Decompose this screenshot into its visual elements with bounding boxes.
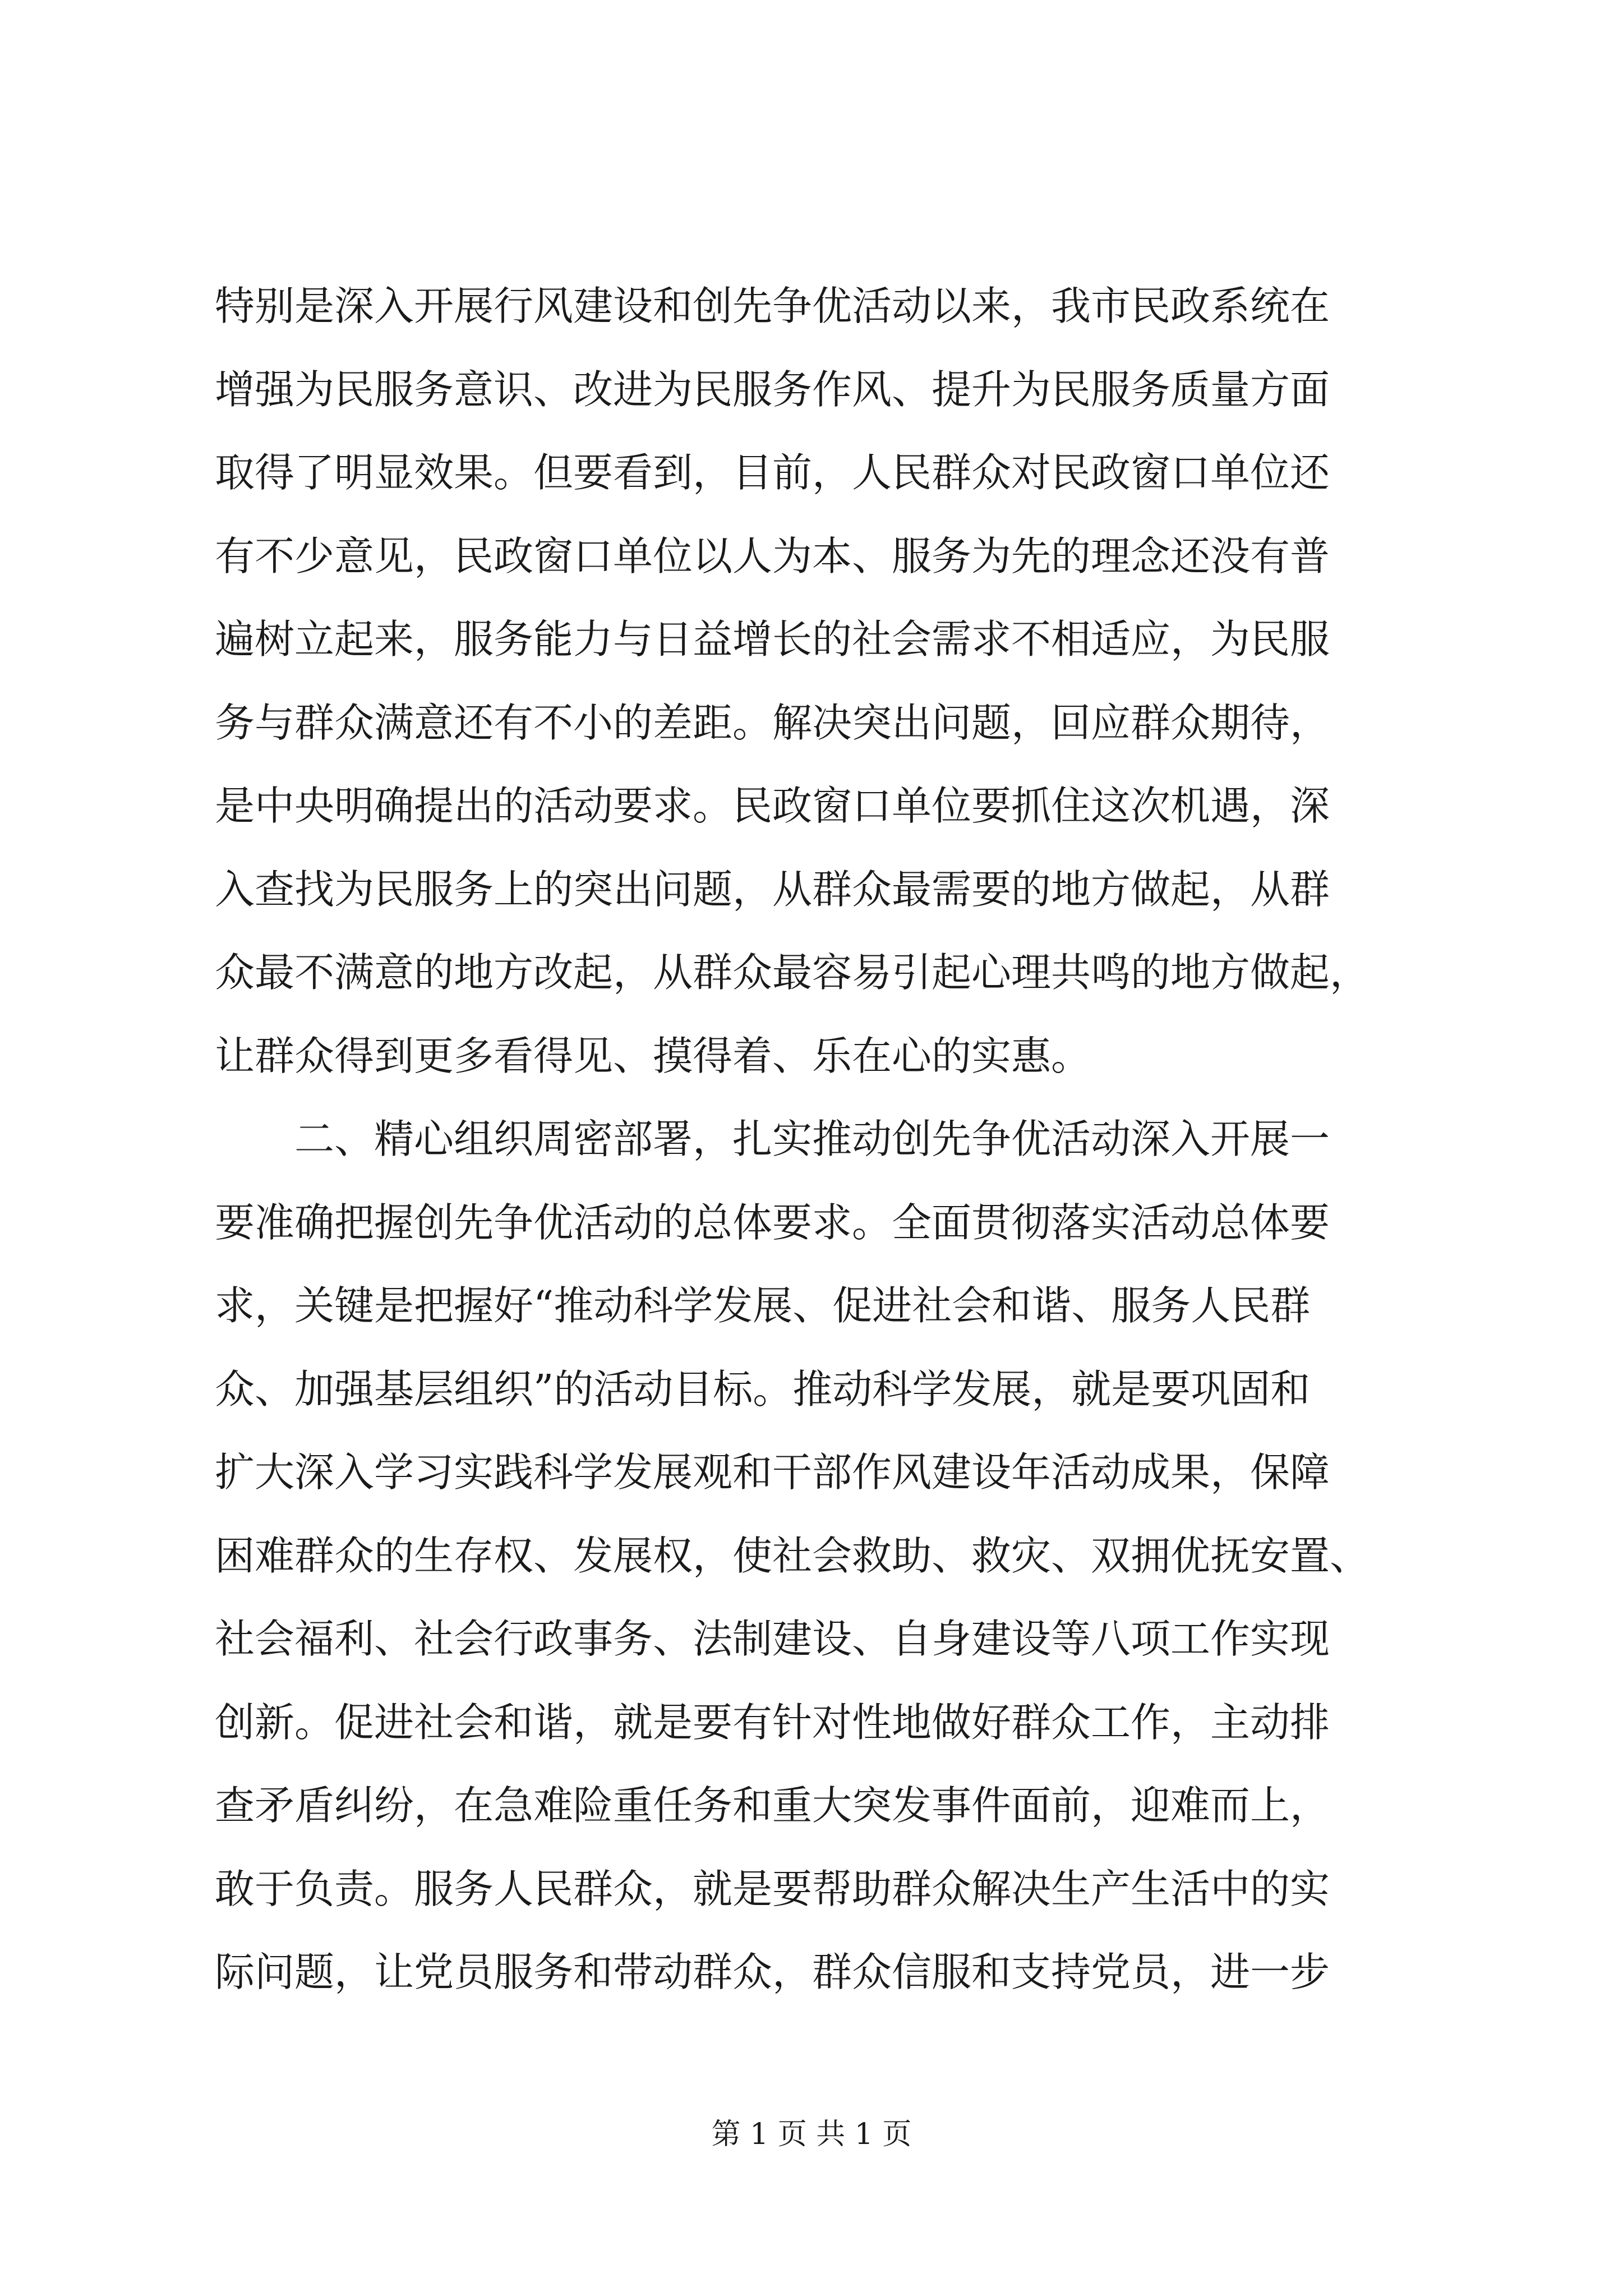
text-line: 让群众得到更多看得见、摸得着、乐在心的实惠。 [215, 1032, 1091, 1079]
body-text [215, 265, 1409, 2014]
text-line: 求，关键是把握好“推动科学发展、促进社会和谐、服务人民群 [215, 1282, 1311, 1329]
text-line: 创新。促进社会和谐，就是要有针对性地做好群众工作，主动排 [215, 1699, 1330, 1746]
page-number-footer: 第 1 页 共 1 页 [711, 2118, 912, 2151]
text-line: 有不少意见，民政窗口单位以人为本、服务为先的理念还没有普 [215, 532, 1330, 579]
text-line: 是中央明确提出的活动要求。民政窗口单位要抓住这次机遇，深 [215, 783, 1330, 829]
text-line: 众最不满意的地方改起，从群众最容易引起心理共鸣的地方做起， [215, 949, 1370, 996]
text-line: 扩大深入学习实践科学发展观和干部作风建设年活动成果，保障 [215, 1449, 1330, 1496]
text-line: 查矛盾纠纷，在急难险重任务和重大突发事件面前，迎难而上， [215, 1782, 1330, 1829]
text-line: 敢于负责。服务人民群众，就是要帮助群众解决生产生活中的实 [215, 1865, 1330, 1912]
text-line: 取得了明显效果。但要看到，目前，人民群众对民政窗口单位还 [215, 449, 1330, 496]
text-line: 增强为民服务意识、改进为民服务作风、提升为民服务质量方面 [215, 366, 1330, 413]
text-line: 务与群众满意还有不小的差距。解决突出问题，回应群众期待， [215, 699, 1330, 746]
text-line: 众、加强基层组织”的活动目标。推动科学发展，就是要巩固和 [215, 1365, 1311, 1412]
text-line: 社会福利、社会行政事务、法制建设、自身建设等八项工作实现 [215, 1616, 1330, 1662]
text-line: 困难群众的生存权、发展权，使社会救助、救灾、双拥优抚安置、 [215, 1532, 1370, 1579]
text-line: 际问题，让党员服务和带动群众，群众信服和支持党员，进一步 [215, 1949, 1330, 1995]
section-heading-line: 二、精心组织周密部署，扎实推动创先争优活动深入开展一 [294, 1116, 1330, 1162]
text-line: 遍树立起来，服务能力与日益增长的社会需求不相适应，为民服 [215, 616, 1330, 662]
text-line: 入查找为民服务上的突出问题，从群众最需要的地方做起，从群 [215, 866, 1330, 913]
text-line: 要准确把握创先争优活动的总体要求。全面贯彻落实活动总体要 [215, 1199, 1330, 1246]
text-line: 特别是深入开展行风建设和创先争优活动以来，我市民政系统在 [215, 283, 1330, 329]
